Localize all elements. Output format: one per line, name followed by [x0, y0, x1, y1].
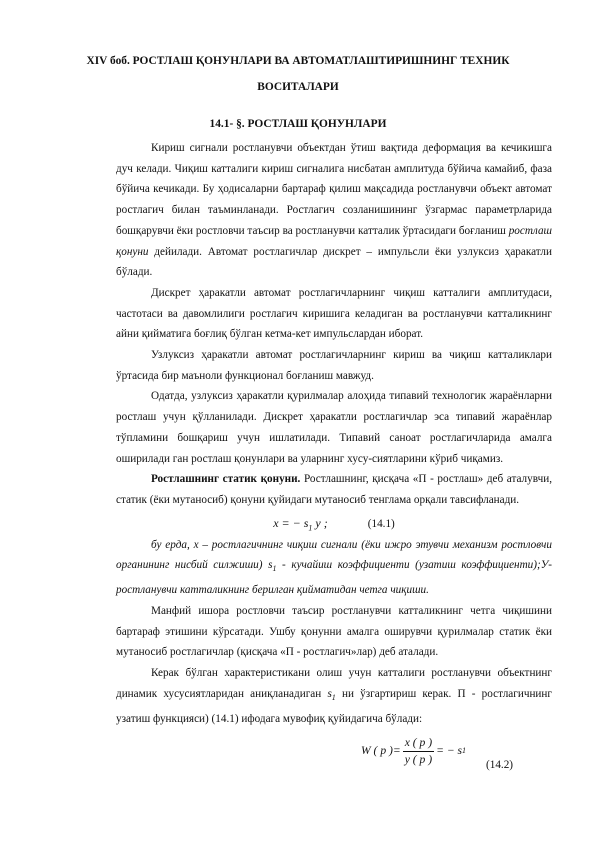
s1-symbol-2: $s_1$ — [327, 687, 336, 703]
formula-14-1 — [116, 511, 552, 535]
p8-b: ни ўзгартириш керак. П - ростлагичнинг узатиш функцияси) (14.1) ифодага мувофиқ қуйидагича бўлади: — [116, 687, 552, 725]
formula1-rhs-tail: y ; — [312, 515, 328, 530]
paragraph-5 — [116, 469, 552, 510]
paragraph-7: Манфий ишора ростловчи таъсир ростланувчи катталикнинг четга чиқишини бартараф этишини кўрсатади. Ушбу қонунни амалга оширувчи қурилмалар статик ёки мутаносиб ростлагичлар (қисқача «П - ростлагич»лар) деб аталади. — [116, 605, 552, 659]
paragraph-2: Дискрет ҳаракатли автомат ростлагичларнинг чиқиш катталиги амплитудаси, частотаси ва давомлилиги ростлагич киришига келадиган ва ростланувчи катталикнинг айни қийматига боғлиқ бўлган кетма-кет импульслардан иборат. — [116, 286, 552, 341]
formula2-fraction — [403, 735, 434, 768]
formula-14-2 — [116, 729, 552, 775]
chapter-title-line1: XIV боб. РОСТЛАШ ҚОНУНЛАРИ ВА АВТОМАТЛАШТИРИШНИНГ ТЕХНИК — [86, 55, 510, 67]
paragraph-1 — [116, 138, 552, 283]
formula1-rhs-sub: 1 — [308, 523, 313, 533]
chapter-title — [60, 48, 536, 100]
chapter-title-line2: ВОСИТАЛАРИ — [257, 81, 339, 93]
formula1-rhs: = − s — [281, 515, 309, 530]
formula2-rhs: = − s — [436, 744, 463, 758]
s1-symbol: $s_1$ — [268, 559, 277, 574]
p5-rest: Ростлашнинг, қисқача «П - ростлаш» деб аталувчи, статик (ёки мутаносиб) қонуни қуйидаги мутаносиб тенглама орқали тавсифланади. — [116, 473, 552, 506]
section-title: 14.1- §. РОСТЛАШ ҚОНУНЛАРИ — [209, 118, 387, 130]
formula2-numerator: x ( p ) — [403, 735, 434, 752]
p1-end: дейилади. Автомат ростлагичлар дискрет – импульсли ёки узлуксиз ҳаракатли бўлади. — [116, 245, 552, 279]
p6-b: - кучайиш коэффициенти (узатиш коэффициенти); — [276, 559, 541, 572]
p6-a: бу ерда, x – ростлагичнинг чиқиш сигнали (ёки ижро этувчи механизм ростловчи органининг нисбий силжиши) — [116, 538, 552, 572]
formula1-number: (14.1) — [367, 517, 395, 530]
formula2-rhs-sub: 1 — [462, 746, 467, 756]
p5-bold-term: Ростлашнинг статик қонуни. — [151, 473, 301, 486]
paragraph-3: Узлуксиз ҳаракатли автомат ростлагичларнинг кириш ва чиқиш катталиклари ўртасида бир маъноли функционал боғланиш мавжуд. — [116, 349, 552, 382]
p1-main: Кириш сигнали ростланувчи объектдан ўтиш вақтида деформация ва кечикишга дуч келади. Чиқиш катталиги кириш сигналига нисбатан амплитуда бўйича камайиб, фаза бўйича кечикади. Бу ҳодисаларни бартараф қилиш мақсадида ростланувчи объект автомат ростлагич билан таъминланади. Ростлагич созланишининг ўзгармас параметрларида бошқарувчи ёки ростловчи таъсир ва ростланувчи катталик ўртасидаги боғланиш — [116, 142, 552, 237]
paragraph-6 — [116, 535, 552, 601]
p6-c: У — [540, 559, 549, 572]
p1-italic-term: ростлаш қонуни — [116, 224, 552, 258]
formula2-number: (14.2) — [486, 759, 514, 772]
body-text — [116, 138, 552, 775]
paragraph-4: Одатда, узлуксиз ҳаракатли қурилмалар алоҳида типавий технологик жараёнларни ростлаш учун қўлланилади. Дискрет ҳаракатли ростлагичлар эса типавий жараёнлар тўпламини бошқариш учун ишлатилади. Типавий саноат ростлагичларида амалга оширилади ган ростлаш қонунлари ва уларнинг хусу-сиятларини кўриб чиқамиз. — [116, 390, 552, 465]
formula2-body — [361, 729, 466, 773]
formula2-lhs: W ( p )= — [361, 744, 401, 758]
formula2-denominator: y ( p ) — [404, 752, 433, 766]
p6-d: - ростланувчи катталикнинг берилган қийматидан четга чиқиши. — [116, 559, 552, 597]
p8-a: Керак бўлган характеристикани олиш учун катталиги ростланувчи объектнинг динамик хусусиятларидан аниқланадиган — [116, 667, 552, 700]
paragraph-8 — [116, 663, 552, 729]
formula1-lhs: x — [273, 515, 279, 530]
